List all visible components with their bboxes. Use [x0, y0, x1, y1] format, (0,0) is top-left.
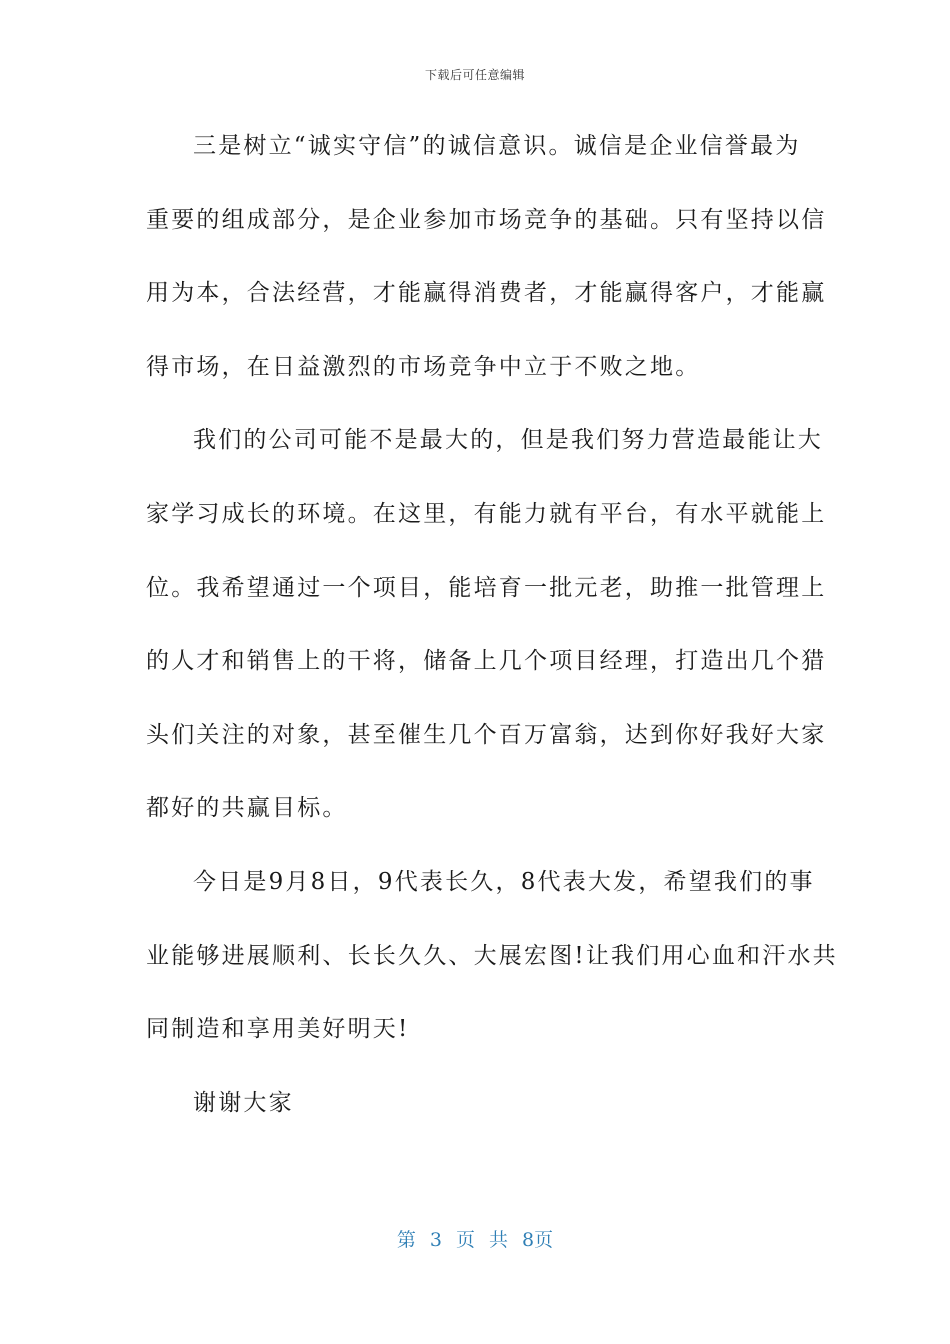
- page-number-footer: [0, 1225, 950, 1252]
- paragraph-2-line-5: 头们关注的对象，甚至催生几个百万富翁，达到你好我好大家: [146, 721, 827, 748]
- paragraph-3-line-1: 今日是9月8日，9代表长久，8代表大发，希望我们的事: [193, 868, 815, 895]
- footer-total-prefix: 共: [489, 1229, 509, 1251]
- footer-total-pages: 8页: [522, 1229, 554, 1251]
- paragraph-2-line-6: 都好的共赢目标。: [146, 795, 348, 822]
- paragraph-2-line-3: 位。我希望通过一个项目，能培育一批元老，助推一批管理上: [146, 574, 827, 601]
- paragraph-3-line-2: 业能够进展顺利、长长久久、大展宏图!让我们用心血和汗水共: [146, 942, 838, 969]
- footer-prefix: 第: [396, 1229, 416, 1251]
- paragraph-1-line-2: 重要的组成部分，是企业参加市场竞争的基础。只有坚持以信: [146, 206, 827, 233]
- paragraph-2-line-2: 家学习成长的环境。在这里，有能力就有平台，有水平就能上: [146, 500, 827, 527]
- paragraph-1-line-4: 得市场，在日益激烈的市场竞争中立于不败之地。: [146, 353, 701, 380]
- paragraph-2-line-4: 的人才和销售上的干将，储备上几个项目经理，打造出几个猎: [146, 648, 827, 675]
- paragraph-1-line-1: 三是树立“诚实守信”的诚信意识。诚信是企业信誉最为: [193, 133, 801, 159]
- page-header-note: 下载后可任意编辑: [424, 68, 525, 82]
- footer-page-word: 页: [455, 1229, 475, 1251]
- footer-current-page: 3: [429, 1229, 442, 1251]
- document-body: [146, 122, 838, 1152]
- paragraph-2-line-1: 我们的公司可能不是最大的，但是我们努力营造最能让大: [193, 427, 823, 454]
- paragraph-3-line-3: 同制造和享用美好明天!: [146, 1016, 410, 1043]
- closing-line: 谢谢大家: [193, 1089, 294, 1116]
- paragraph-1-line-3: 用为本，合法经营，才能赢得消费者，才能赢得客户，才能赢: [146, 280, 827, 307]
